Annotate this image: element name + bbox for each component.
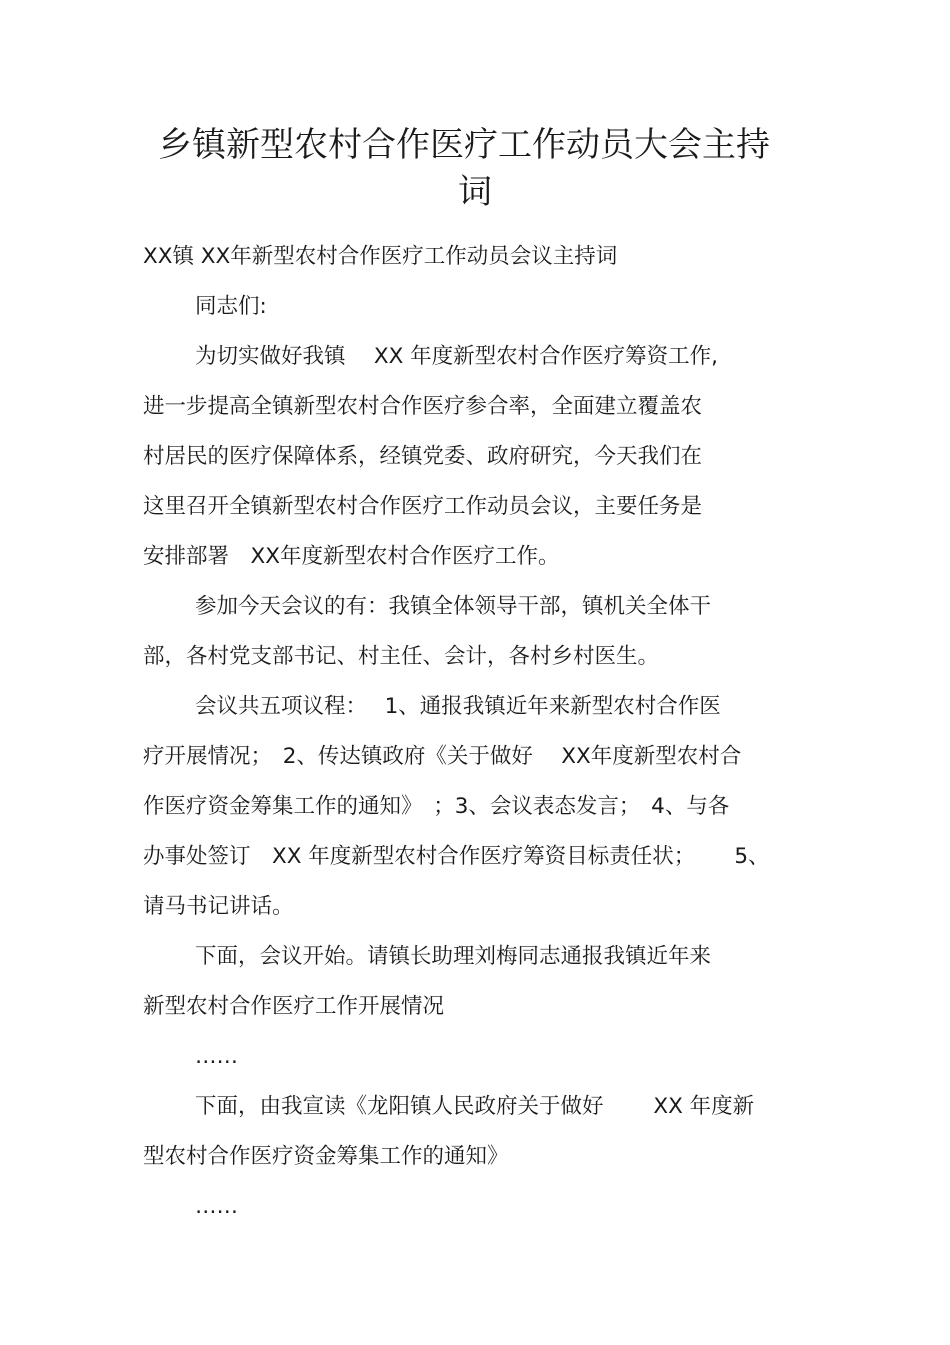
paragraph-line: 会议共五项议程： 1、通报我镇近年来新型农村合作医: [195, 694, 721, 719]
paragraph-line: 安排部署 XX年度新型农村合作医疗工作。: [143, 544, 560, 569]
paragraph-line: 村居民的医疗保障体系，经镇党委、政府研究，今天我们在: [143, 444, 703, 469]
paragraph-line: 作医疗资金筹集工作的通知》 ；3、会议表态发言； 4、与各: [143, 794, 730, 819]
paragraph-line: 下面，由我宣读《龙阳镇人民政府关于做好 XX 年度新: [195, 1094, 755, 1119]
paragraph-line: 这里召开全镇新型农村合作医疗工作动员会议，主要任务是: [143, 494, 703, 519]
paragraph-line: 请马书记讲话。: [143, 894, 294, 919]
paragraph-line: 下面，会议开始。请镇长助理刘梅同志通报我镇近年来: [195, 944, 712, 969]
document-subtitle: XX镇 XX年新型农村合作医疗工作动员会议主持词: [143, 244, 618, 269]
document-title-line-1: 乡镇新型农村合作医疗工作动员大会主持: [158, 125, 770, 165]
paragraph-line: 办事处签订 XX 年度新型农村合作医疗筹资目标责任状； 5、: [143, 844, 770, 869]
ellipsis-line: ……: [195, 1044, 238, 1069]
paragraph-line: 为切实做好我镇 XX 年度新型农村合作医疗筹资工作,: [195, 344, 718, 369]
paragraph-line: 型农村合作医疗资金筹集工作的通知》: [143, 1144, 509, 1169]
paragraph-line: 新型农村合作医疗工作开展情况: [143, 994, 445, 1019]
paragraph-line: 疗开展情况； 2、传达镇政府《关于做好 XX年度新型农村合: [143, 744, 742, 769]
paragraph-line: 参加今天会议的有：我镇全体领导干部，镇机关全体干: [195, 594, 712, 619]
paragraph-line: 进一步提高全镇新型农村合作医疗参合率，全面建立覆盖农: [143, 394, 703, 419]
ellipsis-line: ……: [195, 1194, 238, 1219]
document-title-line-2: 词: [458, 172, 492, 212]
paragraph-line: 部，各村党支部书记、村主任、会计，各村乡村医生。: [143, 644, 660, 669]
salutation: 同志们:: [195, 294, 267, 319]
